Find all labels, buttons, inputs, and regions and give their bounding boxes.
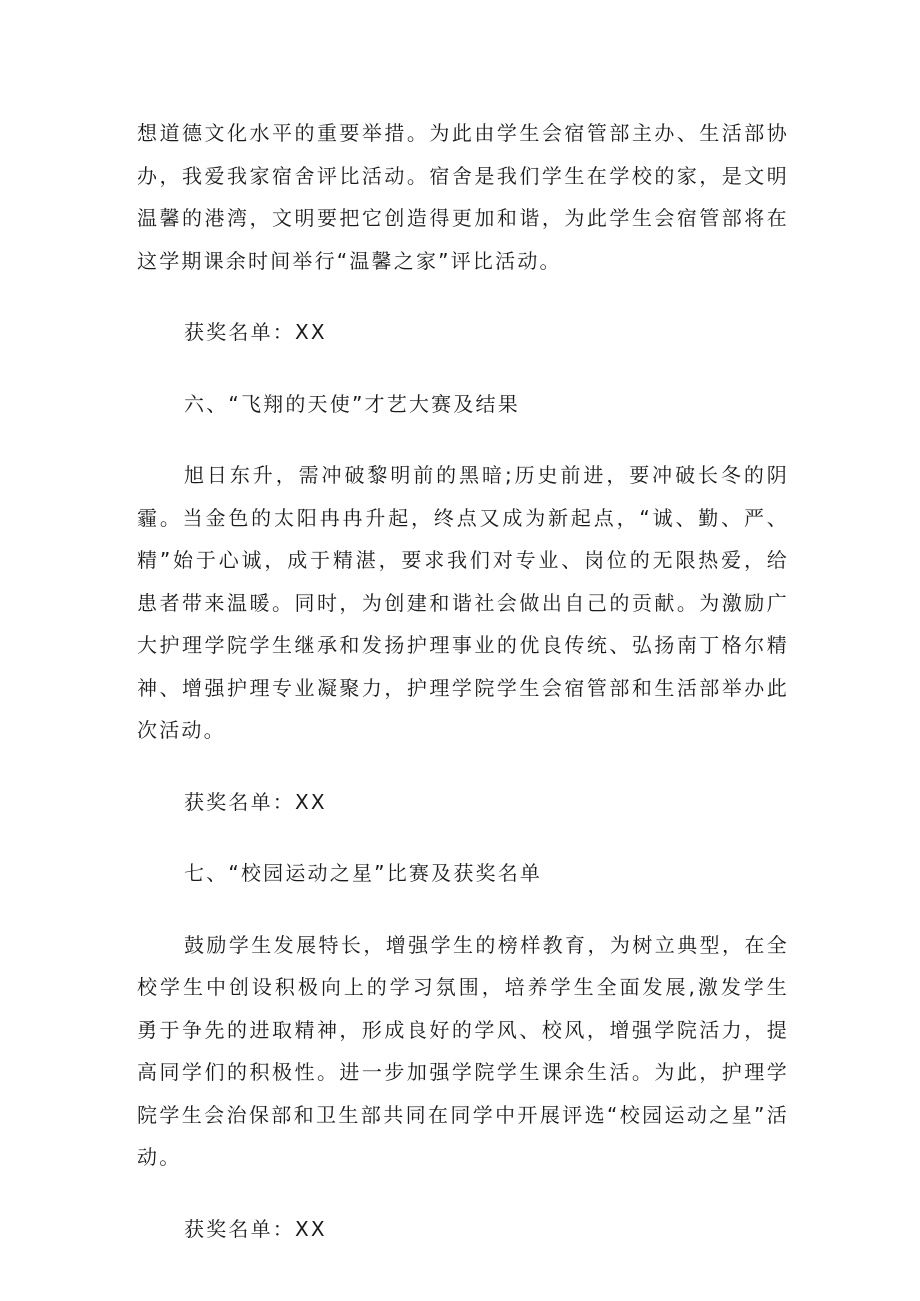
paragraph-dormitory-contest: 想道德文化水平的重要举措。为此由学生会宿管部主办、生活部协办，我爱我家宿舍评比活动。宿舍是我们学生在学校的家，是文明温馨的港湾，文明要把它创造得更加和谐，为此学生会宿管部将在这学期课余时间举行“温馨之家”评比活动。 [137, 121, 789, 273]
award-list-sports: 获奖名单：XX [184, 1216, 327, 1241]
award-list-dormitory: 获奖名单：XX [184, 320, 327, 344]
document-page [137, 112, 789, 1250]
section-heading-sports-star: 七、“校园运动之星”比赛及获奖名单 [184, 861, 543, 885]
award-list-talent: 获奖名单：XX [184, 789, 327, 814]
paragraph-sports-star: 鼓励学生发展特长，增强学生的榜样教育，为树立典型，在全校学生中创设积极向上的学习氛围，培养学生全面发展,激发学生勇于争先的进取精神，形成良好的学风、校风，增强学院活力，提高同学们的积极性。进一步加强学院学生课余生活。为此，护理学院学生会治保部和卫生部共同在同学中开展评选“校园运动之星”活动。 [137, 932, 789, 1169]
paragraph-talent-contest: 旭日东升，需冲破黎明前的黑暗;历史前进，要冲破长冬的阴霾。当金色的太阳冉冉升起，终点又成为新起点，“诚、勤、严、精”始于心诚，成于精湛，要求我们对专业、岗位的无限热爱，给患者带来温暖。同时，为创建和谐社会做出自己的贡献。为激励广大护理学院学生继承和发扬护理事业的优良传统、弘扬南丁格尔精神、增强护理专业凝聚力，护理学院学生会宿管部和生活部举办此次活动。 [137, 463, 789, 742]
section-heading-talent-contest: 六、“飞翔的天使”才艺大赛及结果 [184, 391, 520, 416]
